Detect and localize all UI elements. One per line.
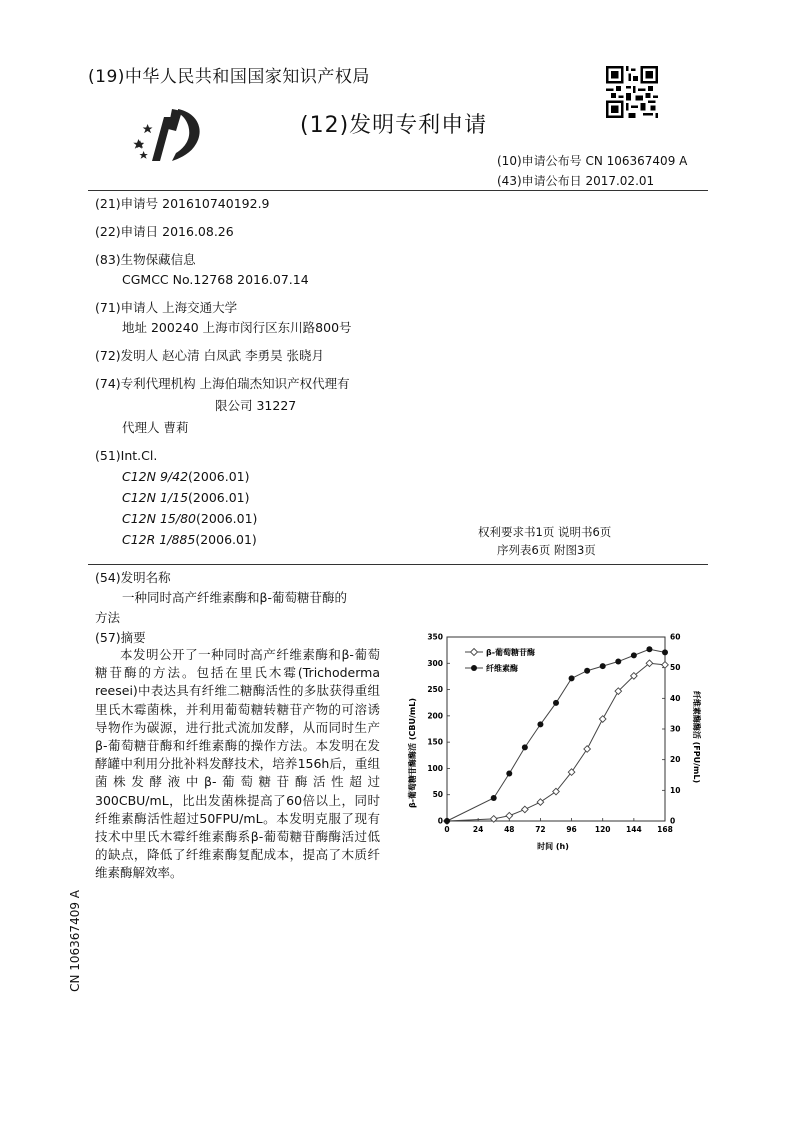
x-tick-label: 168	[657, 825, 673, 834]
data-point-cellulase	[522, 744, 528, 750]
legend-circle-marker	[471, 665, 477, 671]
ipc-class	[122, 490, 249, 505]
patent-agent: 代理人 曹莉	[122, 420, 189, 435]
qr-code-icon	[606, 66, 658, 118]
biblio-divider	[88, 564, 708, 565]
y-right-tick-label: 0	[670, 816, 676, 826]
x-axis-label: 时间 (h)	[537, 842, 569, 851]
ipc-code: C12N 1/15	[122, 490, 189, 505]
legend-label: β-葡萄糖苷酶	[486, 648, 536, 657]
publication-number: (10)申请公布号 CN 106367409 A	[497, 154, 688, 168]
ipc-class	[122, 469, 249, 484]
data-point-beta-glucosidase	[584, 746, 591, 753]
page-counts-line2: 序列表6页 附图3页	[497, 543, 596, 557]
ipc-year: (2006.01)	[188, 490, 250, 505]
y-right-tick-label: 20	[670, 755, 681, 765]
chart-legend	[465, 647, 535, 673]
y-left-tick-label: 200	[427, 711, 443, 721]
ipc-code: C12N 15/80	[122, 511, 196, 526]
patent-agency-line2: 限公司 31227	[215, 398, 297, 413]
data-point-cellulase	[631, 652, 637, 658]
data-point-beta-glucosidase	[506, 812, 513, 819]
x-tick-label: 144	[626, 825, 642, 834]
legend-diamond-marker	[471, 649, 478, 656]
y-right-tick-label: 30	[670, 724, 681, 734]
data-point-cellulase	[569, 675, 575, 681]
series-line	[447, 663, 665, 821]
y-left-tick-label: 250	[427, 685, 443, 695]
header-divider	[88, 190, 708, 191]
data-point-cellulase	[584, 668, 590, 674]
data-point-cellulase	[537, 721, 543, 727]
deposit-title: (83)生物保藏信息	[95, 252, 196, 267]
data-point-cellulase	[662, 649, 668, 655]
document-type: (12)发明专利申请	[300, 113, 488, 138]
x-tick-label: 0	[444, 825, 450, 834]
y-right-tick-label: 10	[670, 785, 681, 795]
applicant: (71)申请人 上海交通大学	[95, 300, 238, 315]
ipc-code: C12R 1/885	[122, 532, 196, 547]
y-right-axis-label: 纤维素酶酶活 (FPU/mL)	[692, 690, 701, 784]
x-tick-label: 120	[594, 825, 611, 834]
issuing-agency: (19)中华人民共和国国家知识产权局	[88, 67, 370, 87]
data-point-cellulase	[600, 663, 606, 669]
abstract-body	[95, 646, 380, 883]
x-tick-label: 72	[535, 825, 546, 834]
title-label: (54)发明名称	[95, 570, 171, 585]
x-tick-label: 24	[472, 825, 484, 834]
application-date: (22)申请日 2016.08.26	[95, 224, 234, 239]
data-point-cellulase	[491, 795, 497, 801]
fermentation-activity-chart	[405, 625, 705, 855]
abstract-label: (57)摘要	[95, 630, 146, 645]
applicant-address: 地址 200240 上海市闵行区东川路800号	[122, 320, 352, 335]
ipc-year: (2006.01)	[195, 532, 257, 547]
data-point-cellulase	[444, 818, 450, 824]
abstract-text: 本发明公开了一种同时高产纤维素酶和β-葡萄糖苷酶的方法。包括在里氏木霉(Trichoderma reesei)中表达具有纤维二糖酶活性的多肽获得重组里氏木霉菌株，并利用葡萄糖转糖苷产物的可溶诱导物作为碳源，进行批式流加发酵，从而同时生产β-葡萄糖苷酶和纤维素酶的操作方法。本发明在发酵罐中利用分批补料发酵技术，培养156h后，重组菌株发酵液中β-葡萄糖苷酶活性超过300CBU/mL，比出发菌株提高了60倍以上，同时纤维素酶活性超过50FPU/mL。本发明克服了现有技术中里氏木霉纤维素酶系β-葡萄糖苷酶酶活过低的缺点，降低了纤维素酶复配成本，提高了木质纤维素酶解效率。	[95, 647, 380, 881]
y-left-tick-label: 300	[427, 658, 443, 668]
y-left-axis-label: β-葡萄糖苷酶酶活 (CBU/mL)	[408, 698, 417, 808]
application-number: (21)申请号 201610740192.9	[95, 196, 270, 211]
y-right-tick-label: 40	[670, 693, 681, 703]
x-tick-label: 48	[504, 825, 515, 834]
y-left-tick-label: 350	[427, 632, 443, 642]
page-counts-line1: 权利要求书1页 说明书6页	[478, 525, 612, 539]
side-publication-number: CN 106367409 A	[68, 890, 82, 992]
y-left-tick-label: 0	[437, 816, 443, 826]
y-left-tick-label: 150	[427, 737, 443, 747]
ipc-class	[122, 511, 257, 526]
deposit-value: CGMCC No.12768 2016.07.14	[122, 272, 309, 287]
invention-title-line2: 方法	[95, 610, 121, 625]
data-point-beta-glucosidase	[599, 716, 606, 723]
y-right-tick-label: 60	[670, 632, 681, 642]
data-point-beta-glucosidase	[662, 662, 669, 669]
ipc-class	[122, 532, 257, 547]
int-cl-label: (51)Int.Cl.	[95, 448, 158, 463]
patent-agency-line1: (74)专利代理机构 上海伯瑞杰知识产权代理有	[95, 376, 350, 391]
y-left-tick-label: 50	[432, 790, 443, 800]
data-point-beta-glucosidase	[522, 806, 529, 813]
inventors: (72)发明人 赵心清 白凤武 李勇昊 张晓月	[95, 348, 325, 363]
ipc-year: (2006.01)	[188, 469, 250, 484]
ipc-code: C12N 9/42	[122, 469, 189, 484]
x-tick-label: 96	[566, 825, 577, 834]
legend-label: 纤维素酶	[486, 664, 518, 673]
y-left-tick-label: 100	[427, 763, 443, 773]
invention-title-line1: 一种同时高产纤维素酶和β-葡萄糖苷酶的	[122, 590, 347, 605]
y-right-tick-label: 50	[670, 663, 681, 673]
cnipa-logo	[128, 103, 208, 165]
data-point-beta-glucosidase	[537, 799, 544, 806]
data-point-cellulase	[553, 700, 559, 706]
ipc-year: (2006.01)	[195, 511, 258, 526]
data-point-cellulase	[646, 646, 652, 652]
data-point-cellulase	[506, 770, 512, 776]
data-point-cellulase	[615, 659, 621, 665]
publication-date: (43)申请公布日 2017.02.01	[497, 174, 655, 188]
